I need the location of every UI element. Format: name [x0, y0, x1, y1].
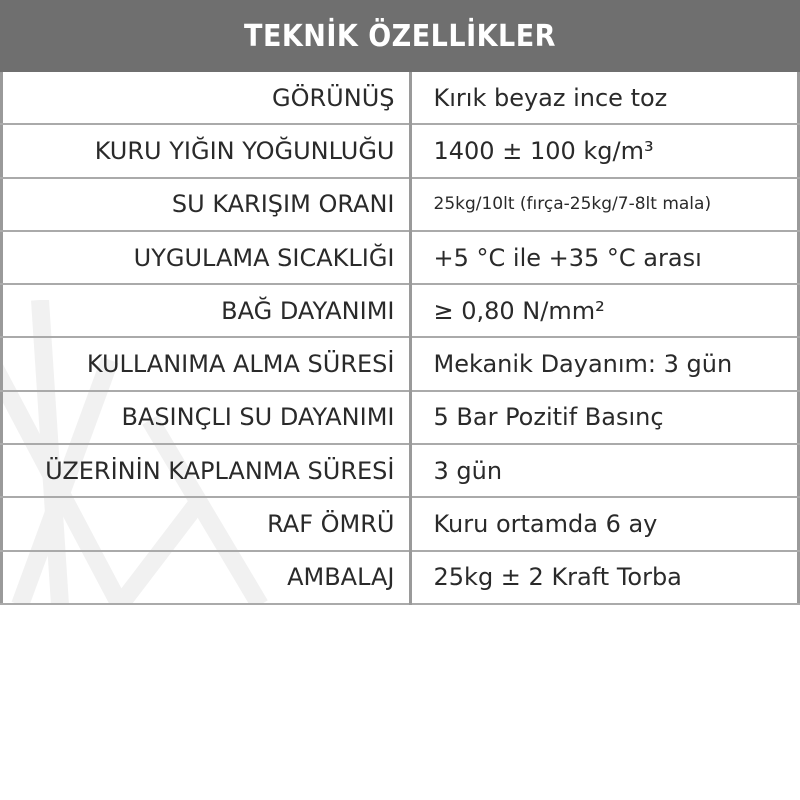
table-row	[0, 72, 800, 124]
spec-label: SU KARIŞIM ORANI	[0, 178, 410, 231]
table-row	[0, 124, 800, 177]
spec-label: ÜZERİNİN KAPLANMA SÜRESİ	[0, 444, 410, 497]
spec-value: 5 Bar Pozitif Basınç	[410, 391, 800, 444]
table-title: TEKNİK ÖZELLİKLER	[244, 18, 556, 54]
spec-value: 1400 ± 100 kg/m³	[410, 124, 800, 177]
spec-label: BAĞ DAYANIMI	[0, 284, 410, 337]
table-row	[0, 337, 800, 390]
spec-value: Kırık beyaz ince toz	[410, 72, 800, 124]
spec-value: +5 °C ile +35 °C arası	[410, 231, 800, 284]
spec-value: 25kg ± 2 Kraft Torba	[410, 551, 800, 604]
spec-value: Kuru ortamda 6 ay	[410, 497, 800, 550]
spec-label: KURU YIĞIN YOĞUNLUĞU	[0, 124, 410, 177]
table-row	[0, 497, 800, 550]
specs-table	[0, 72, 800, 605]
spec-label: KULLANIMA ALMA SÜRESİ	[0, 337, 410, 390]
spec-value: ≥ 0,80 N/mm²	[410, 284, 800, 337]
table-row	[0, 444, 800, 497]
table-row	[0, 551, 800, 604]
table-row	[0, 284, 800, 337]
spec-value: 25kg/10lt (fırça-25kg/7-8lt mala)	[410, 178, 800, 231]
spec-label: AMBALAJ	[0, 551, 410, 604]
spec-label: GÖRÜNÜŞ	[0, 72, 410, 124]
spec-label: UYGULAMA SICAKLIĞI	[0, 231, 410, 284]
table-row	[0, 231, 800, 284]
spec-value: Mekanik Dayanım: 3 gün	[410, 337, 800, 390]
table-row	[0, 391, 800, 444]
spec-label: BASINÇLI SU DAYANIMI	[0, 391, 410, 444]
spec-label: RAF ÖMRÜ	[0, 497, 410, 550]
table-header	[0, 0, 800, 72]
spec-value: 3 gün	[410, 444, 800, 497]
table-row	[0, 178, 800, 231]
